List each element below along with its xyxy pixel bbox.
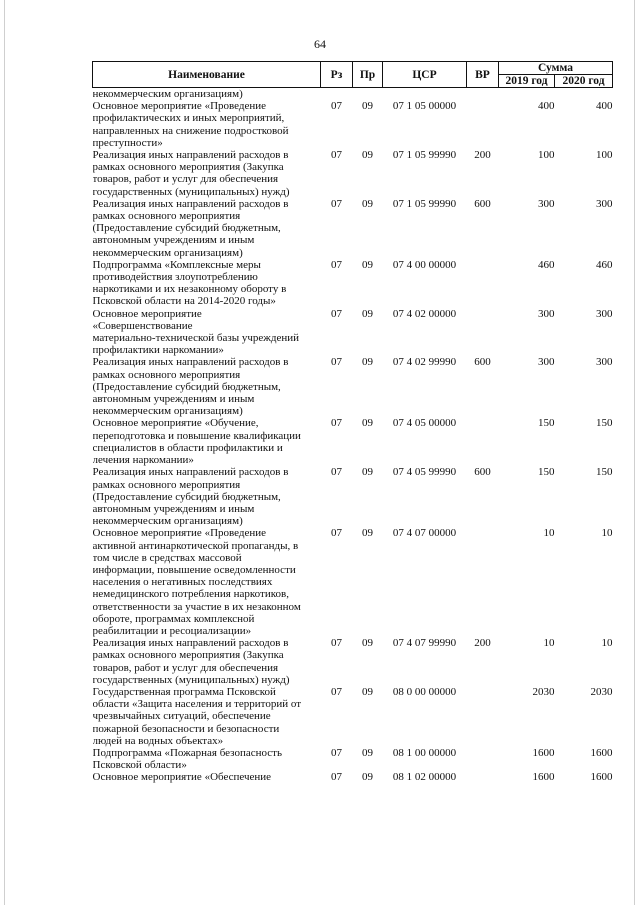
row-name-line: некоммерческим организациям) (92, 515, 243, 528)
row-name-line: материально-технической базы учреждений (92, 332, 300, 345)
row-amount-2019 (499, 88, 555, 101)
table-row (93, 637, 613, 686)
row-csr: 07 4 02 99990 (392, 356, 457, 369)
table-row (93, 771, 613, 783)
row-csr: 07 4 07 00000 (392, 527, 457, 540)
row-csr: 07 1 05 99990 (392, 197, 457, 210)
row-vr (467, 259, 499, 308)
row-name-line: Основное мероприятие «Обучение, (92, 417, 259, 430)
row-rz: 07 (331, 307, 342, 320)
row-name-line: некоммерческим организациям) (92, 246, 243, 259)
header-vr: ВР (467, 62, 499, 88)
header-year-2020: 2020 год (555, 75, 613, 88)
row-rz: 07 (331, 197, 342, 210)
row-name (93, 771, 321, 783)
row-amount-2020: 300 (596, 356, 613, 369)
table-row (93, 527, 613, 637)
page-number: 64 (314, 37, 326, 51)
row-vr (467, 417, 499, 466)
row-rz: 07 (331, 149, 342, 162)
row-rz: 07 (331, 685, 342, 698)
page-right-edge (634, 0, 635, 905)
row-amount-2020: 150 (596, 417, 613, 430)
row-rz: 07 (331, 527, 342, 540)
table-row (93, 149, 613, 198)
header-rz: Рз (321, 62, 353, 88)
row-amount-2020 (555, 88, 613, 101)
row-name-line: лечения наркомании» (92, 454, 194, 467)
row-name (93, 417, 321, 466)
table-row (93, 259, 613, 308)
row-name (93, 356, 321, 417)
row-name-line: Основное мероприятие «Проведение (92, 527, 267, 540)
row-amount-2019: 1600 (532, 771, 555, 784)
row-amount-2020: 300 (596, 197, 613, 210)
row-csr: 07 4 07 99990 (392, 637, 457, 650)
row-pr: 09 (362, 417, 373, 430)
row-rz: 07 (331, 100, 342, 113)
row-name-line: информации, повышение осведомленности (92, 563, 296, 576)
row-name-line: активной антинаркотической пропаганды, в (92, 539, 299, 552)
row-amount-2019: 400 (538, 100, 555, 113)
row-amount-2019: 300 (538, 197, 555, 210)
row-name-line: Реализация иных направлений расходов в (92, 637, 289, 650)
row-name-line: Псковской области на 2014-2020 годы» (92, 295, 276, 308)
row-rz: 07 (331, 417, 342, 430)
row-name-line: некоммерческим организациям) (92, 405, 243, 418)
row-name-line: ответственности за участие в их незаконном (92, 600, 301, 613)
row-rz (321, 88, 353, 101)
row-pr: 09 (362, 307, 373, 320)
row-csr: 07 4 05 00000 (392, 417, 457, 430)
row-amount-2020: 400 (596, 100, 613, 113)
row-pr: 09 (362, 637, 373, 650)
row-rz: 07 (331, 356, 342, 369)
row-pr: 09 (362, 100, 373, 113)
row-amount-2019: 300 (538, 307, 555, 320)
row-name-line: немедицинского потребления наркотиков, (92, 588, 289, 601)
row-name (93, 308, 321, 357)
header-name: Наименование (93, 62, 321, 88)
table-row (93, 466, 613, 527)
table-row (93, 88, 613, 101)
row-csr: 07 4 05 99990 (392, 466, 457, 479)
row-vr (467, 308, 499, 357)
header-sum: Сумма (499, 62, 613, 75)
row-name (93, 149, 321, 198)
row-rz: 07 (331, 637, 342, 650)
table-row (93, 198, 613, 259)
row-amount-2020: 100 (596, 149, 613, 162)
row-name-line: наркотиками и их незаконному обороту в (92, 283, 287, 296)
row-name-line: товаров, работ и услуг для обеспечения (92, 661, 279, 674)
row-vr (467, 100, 499, 149)
row-vr (467, 747, 499, 771)
row-amount-2020: 150 (596, 466, 613, 479)
row-csr: 08 1 02 00000 (392, 771, 457, 784)
row-pr: 09 (362, 685, 373, 698)
row-amount-2019: 300 (538, 356, 555, 369)
row-name-line: некоммерческим организациям) (92, 88, 243, 100)
row-name-line: области «Защита населения и территорий от (92, 698, 302, 711)
row-name-line: специалистов в области профилактики и (92, 441, 283, 454)
row-name (93, 88, 321, 101)
row-name-line: населения о негативных последствиях (92, 576, 273, 589)
row-amount-2019: 150 (538, 466, 555, 479)
row-amount-2019: 100 (538, 149, 555, 162)
row-amount-2019: 10 (543, 637, 555, 650)
row-amount-2020: 10 (601, 637, 613, 650)
row-rz: 07 (331, 771, 342, 784)
row-amount-2019: 150 (538, 417, 555, 430)
row-vr (467, 686, 499, 747)
row-name (93, 198, 321, 259)
page-left-edge (4, 0, 5, 905)
row-name-line: обороте, программах комплексной (92, 612, 255, 625)
row-name-line: Реализация иных направлений расходов в (92, 197, 289, 210)
row-amount-2019: 1600 (532, 746, 555, 759)
table-row (93, 417, 613, 466)
header-year-2019: 2019 год (499, 75, 555, 88)
row-name-line: том числе в средствах массовой (92, 551, 242, 564)
header-csr: ЦСР (383, 62, 467, 88)
row-name-line: профилактики наркомании» (92, 344, 224, 357)
table-row (93, 747, 613, 771)
row-name (93, 747, 321, 771)
row-amount-2020: 10 (601, 527, 613, 540)
row-name-line: Псковской области» (92, 759, 187, 772)
row-pr (353, 88, 383, 101)
table-row (93, 100, 613, 149)
row-amount-2019: 2030 (532, 685, 555, 698)
row-name-line: автономным учреждениям и иным (92, 502, 255, 515)
row-vr (467, 771, 499, 783)
table-row (93, 686, 613, 747)
row-rz: 07 (331, 746, 342, 759)
row-pr: 09 (362, 197, 373, 210)
row-name (93, 100, 321, 149)
row-name-line: Подпрограмма «Пожарная безопасность (92, 746, 282, 759)
row-csr: 07 1 05 99990 (392, 149, 457, 162)
row-pr: 09 (362, 466, 373, 479)
row-name (93, 527, 321, 637)
table-row (93, 308, 613, 357)
row-csr: 08 0 00 00000 (392, 685, 457, 698)
row-name-line: Реализация иных направлений расходов в (92, 356, 289, 369)
row-name-line: (Предоставление субсидий бюджетным, (92, 380, 281, 393)
row-name-line: преступности» (92, 136, 163, 149)
row-name-line: автономным учреждениям и иным (92, 234, 255, 247)
row-vr: 600 (474, 197, 491, 210)
row-name-line: рамках основного мероприятия (92, 478, 241, 491)
row-rz: 07 (331, 258, 342, 271)
row-name-line: рамках основного мероприятия (Закупка (92, 649, 284, 662)
row-vr: 200 (474, 637, 491, 650)
row-name-line: рамках основного мероприятия (92, 210, 241, 223)
row-pr: 09 (362, 258, 373, 271)
row-csr: 07 4 00 00000 (392, 258, 457, 271)
row-name-line: Подпрограмма «Комплексные меры (92, 258, 261, 271)
row-csr: 07 4 02 00000 (392, 307, 457, 320)
row-vr: 200 (474, 149, 491, 162)
row-name-line: переподготовка и повышение квалификации (92, 429, 301, 442)
row-vr (467, 88, 499, 101)
row-pr: 09 (362, 149, 373, 162)
row-name-line: Основное мероприятие (92, 307, 202, 320)
row-amount-2020: 1600 (590, 771, 613, 784)
row-pr: 09 (362, 746, 373, 759)
row-name-line: чрезвычайных ситуаций, обеспечение (92, 710, 271, 723)
row-pr: 09 (362, 356, 373, 369)
row-name-line: рамках основного мероприятия (Закупка (92, 161, 284, 174)
row-name-line: людей на водных объектах» (92, 734, 224, 747)
table-body (93, 88, 613, 784)
row-name-line: «Совершенствование (92, 319, 193, 332)
row-csr (383, 88, 467, 101)
row-amount-2020: 460 (596, 258, 613, 271)
row-name-line: профилактических и иных мероприятий, (92, 112, 285, 125)
row-name-line: (Предоставление субсидий бюджетным, (92, 222, 281, 235)
row-name-line: автономным учреждениям и иным (92, 393, 255, 406)
row-name-line: Государственная программа Псковской (92, 685, 276, 698)
row-name-line: пожарной безопасности и безопасности (92, 722, 280, 735)
row-name-line: направленных на снижение подростковой (92, 124, 289, 137)
row-vr: 600 (474, 356, 491, 369)
row-name-line: товаров, работ и услуг для обеспечения (92, 173, 279, 186)
row-csr: 08 1 00 00000 (392, 746, 457, 759)
row-name-line: государственных (муниципальных) нужд) (92, 185, 290, 198)
row-name-line: Основное мероприятие «Обеспечение (92, 771, 272, 784)
row-amount-2020: 1600 (590, 746, 613, 759)
table-row (93, 356, 613, 417)
row-name-line: Реализация иных направлений расходов в (92, 149, 289, 162)
row-amount-2020: 300 (596, 307, 613, 320)
row-name-line: Основное мероприятие «Проведение (92, 100, 267, 113)
row-name-line: государственных (муниципальных) нужд) (92, 673, 290, 686)
table-header (93, 62, 613, 88)
budget-table (92, 61, 613, 784)
row-name (93, 686, 321, 747)
row-name (93, 466, 321, 527)
row-vr (467, 527, 499, 637)
header-pr: Пр (353, 62, 383, 88)
row-csr: 07 1 05 00000 (392, 100, 457, 113)
row-name-line: рамках основного мероприятия (92, 368, 241, 381)
row-pr: 09 (362, 771, 373, 784)
row-vr: 600 (474, 466, 491, 479)
row-amount-2019: 460 (538, 258, 555, 271)
row-rz: 07 (331, 466, 342, 479)
row-pr: 09 (362, 527, 373, 540)
row-amount-2019: 10 (543, 527, 555, 540)
row-name-line: реабилитации и ресоциализации» (92, 624, 252, 637)
row-name-line: (Предоставление субсидий бюджетным, (92, 490, 281, 503)
row-amount-2020: 2030 (590, 685, 613, 698)
row-name (93, 259, 321, 308)
row-name-line: противодействия злоупотреблению (92, 271, 258, 284)
row-name (93, 637, 321, 686)
row-name-line: Реализация иных направлений расходов в (92, 466, 289, 479)
